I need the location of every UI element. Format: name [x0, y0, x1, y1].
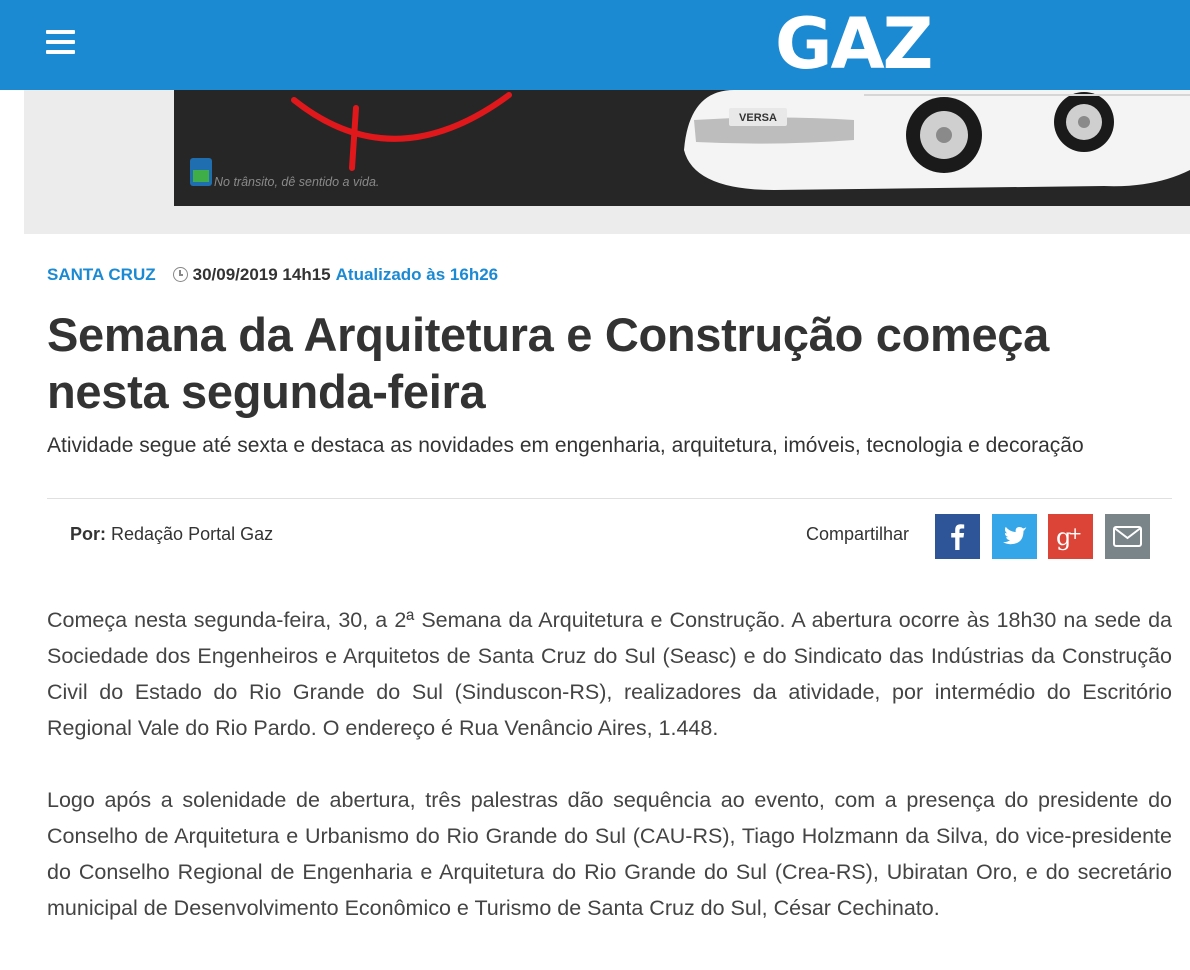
share-facebook-button[interactable] — [935, 514, 980, 559]
svg-text:+: + — [1068, 524, 1083, 544]
article-paragraph: Começa nesta segunda-feira, 30, a 2ª Semana da Arquitetura e Construção. A abertura ocorre às 18h30 na sede da Sociedade dos Engenheiros e Arquitetos de Santa Cruz do Sul (Seasc) e do Sindicato das Indústrias da Construção Civil do Estado do Rio Grande do Sul (Sinduscon-RS), realizadores da atividade, por intermédio do Escritório Regional Vale do Rio Pardo. O endereço é Rua Venâncio Aires, 1.448. — [47, 608, 1172, 740]
byline — [70, 524, 273, 545]
share-email-button[interactable] — [1105, 514, 1150, 559]
top-header-bar — [0, 0, 1190, 90]
publish-date: 30/09/2019 14h15 — [192, 265, 331, 284]
facebook-icon — [935, 514, 980, 559]
byline-author: Redação Portal Gaz — [111, 524, 274, 544]
divider — [47, 498, 1172, 499]
twitter-icon — [992, 514, 1037, 559]
site-logo[interactable]: GAZ — [775, 3, 932, 85]
ad-tagline: No trânsito, dê sentido a vida. — [214, 175, 380, 189]
article-paragraph: Logo após a solenidade de abertura, três palestras dão sequência ao evento, com a presença do presidente do Conselho de Arquitetura e Urbanismo do Rio Grande do Sul (CAU-RS), Tiago Holzmann da Silva, do vice-presidente do Conselho Regional de Engenharia e Arquitetura do Rio Grande do Sul (Crea-RS), Ubiratan Oro, e do secretário municipal de Desenvolvimento Econômico e Turismo de Santa Cruz do Sul, César Cechinato. — [47, 788, 1172, 920]
hamburger-menu-icon[interactable] — [46, 30, 75, 56]
share-label: Compartilhar — [806, 524, 910, 544]
byline-label: Por: — [70, 524, 106, 544]
advertisement-banner[interactable] — [174, 90, 1190, 206]
article-meta — [47, 265, 498, 287]
menu-bar-line — [46, 30, 75, 34]
menu-bar-line — [46, 40, 75, 44]
article-title: Semana da Arquitetura e Construção começa nesta segunda-feira — [47, 308, 1049, 418]
updated-time: Atualizado às 16h26 — [335, 265, 499, 284]
svg-text:g: g — [1056, 523, 1072, 551]
google-plus-icon — [1048, 514, 1093, 559]
menu-bar-line — [46, 50, 75, 54]
clock-icon — [173, 267, 188, 282]
share-google-plus-button[interactable] — [1048, 514, 1093, 559]
car-badge: VERSA — [739, 112, 777, 124]
share-twitter-button[interactable] — [992, 514, 1037, 559]
section-link[interactable]: SANTA CRUZ — [47, 265, 156, 284]
article-subtitle: Atividade segue até sexta e destaca as novidades em engenharia, arquitetura, imóveis, tecnologia e decoração — [47, 434, 1084, 457]
email-icon — [1105, 514, 1150, 559]
